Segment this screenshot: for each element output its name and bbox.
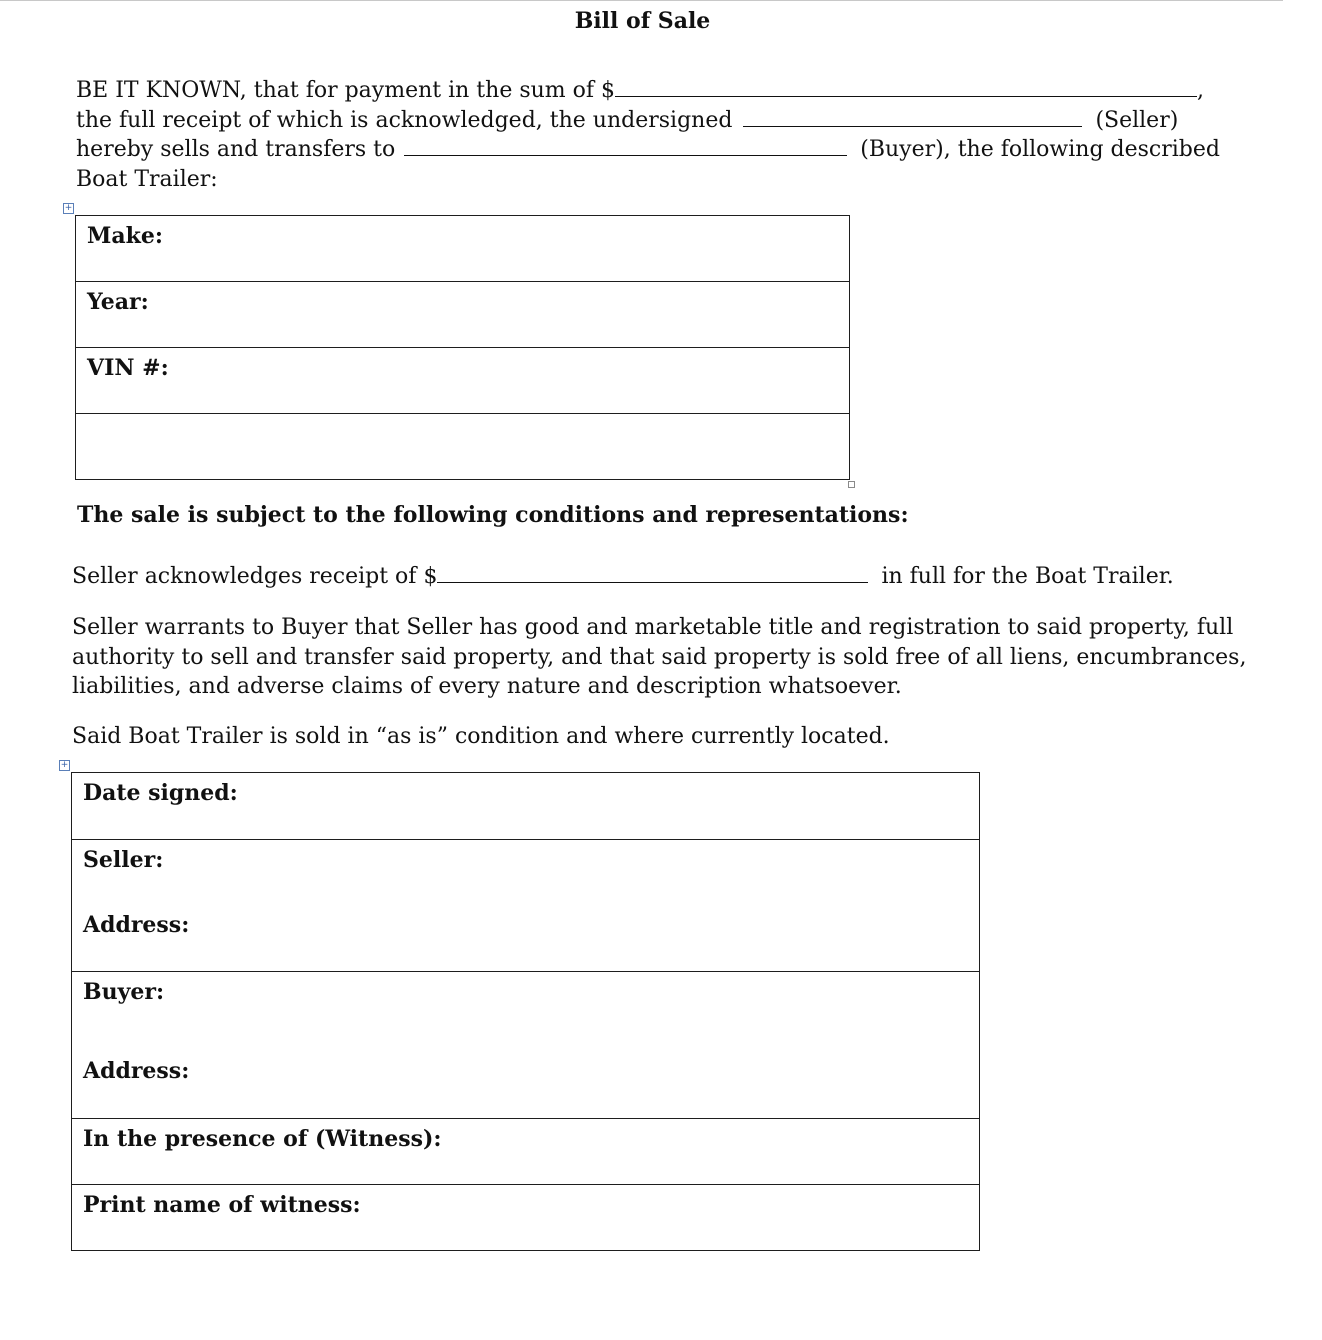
seller-address-label: Address: <box>83 912 190 938</box>
witness-name-label: Print name of witness: <box>83 1192 361 1218</box>
vin-label: VIN #: <box>87 355 169 381</box>
extra-field[interactable] <box>76 414 850 480</box>
intro-line-2-text: the full receipt of which is acknowledged, the undersigned <box>76 107 733 133</box>
warranty-paragraph <box>72 613 1246 702</box>
table-row <box>76 216 850 282</box>
warranty-line: Seller warrants to Buyer that Seller has good and marketable title and registration to said property, full <box>72 615 1234 640</box>
table-row <box>72 1185 980 1251</box>
buyer-field[interactable] <box>72 972 980 1119</box>
receipt-prefix: Seller acknowledges receipt of $ <box>72 564 438 589</box>
buyer-name-blank[interactable] <box>404 136 847 156</box>
intro-line-4: Boat Trailer: <box>76 166 218 192</box>
witness-field[interactable] <box>72 1119 980 1185</box>
buyer-label: Buyer: <box>83 979 165 1005</box>
seller-field[interactable] <box>72 840 980 972</box>
table-row <box>76 414 850 480</box>
page-top-border <box>0 0 1283 1</box>
year-field[interactable] <box>76 282 850 348</box>
intro-line-3 <box>76 135 1226 165</box>
warranty-line: authority to sell and transfer said property, and that said property is sold free of all liens, encumbrances, <box>72 644 1247 670</box>
witness-name-field[interactable] <box>72 1185 980 1251</box>
document-title: Bill of Sale <box>574 8 711 34</box>
receipt-suffix: in full for the Boat Trailer. <box>881 564 1174 589</box>
conditions-heading: The sale is subject to the following conditions and representations: <box>77 502 909 528</box>
vin-field[interactable] <box>76 348 850 414</box>
receipt-paragraph <box>72 562 1174 592</box>
intro-seller-suffix: (Seller) <box>1095 107 1179 133</box>
payment-amount-blank[interactable] <box>615 77 1197 97</box>
date-signed-label: Date signed: <box>83 780 238 806</box>
intro-line-1-end: , <box>1197 78 1205 103</box>
signature-table <box>71 772 980 1251</box>
receipt-amount-blank[interactable] <box>437 563 868 583</box>
table-row <box>72 972 980 1119</box>
move-handle-icon[interactable]: + <box>64 203 73 213</box>
seller-name-blank[interactable] <box>743 107 1082 127</box>
table-row <box>72 773 980 840</box>
as-is-paragraph: Said Boat Trailer is sold in “as is” condition and where currently located. <box>72 724 890 749</box>
intro-paragraph <box>76 76 1226 194</box>
table-row <box>76 282 850 348</box>
table-row <box>72 840 980 972</box>
witness-label: In the presence of (Witness): <box>83 1126 442 1152</box>
table-row <box>72 1119 980 1185</box>
move-handle-icon[interactable]: + <box>60 760 69 770</box>
make-field[interactable] <box>76 216 850 282</box>
seller-label: Seller: <box>83 847 164 873</box>
date-signed-field[interactable] <box>72 773 980 840</box>
year-label: Year: <box>87 289 149 315</box>
intro-line-3-text: hereby sells and transfers to <box>76 137 396 162</box>
intro-line-1-text: BE IT KNOWN, that for payment in the sum of $ <box>76 78 616 103</box>
buyer-address-label: Address: <box>83 1058 190 1084</box>
resize-handle-icon[interactable] <box>848 481 855 488</box>
intro-buyer-suffix: (Buyer), the following described <box>860 137 1220 162</box>
table-row <box>76 348 850 414</box>
make-label: Make: <box>87 223 163 249</box>
intro-line-1 <box>76 76 1226 106</box>
intro-line-2 <box>76 106 1226 136</box>
vehicle-details-table <box>75 215 850 480</box>
warranty-line: liabilities, and adverse claims of every nature and description whatsoever. <box>72 674 902 699</box>
